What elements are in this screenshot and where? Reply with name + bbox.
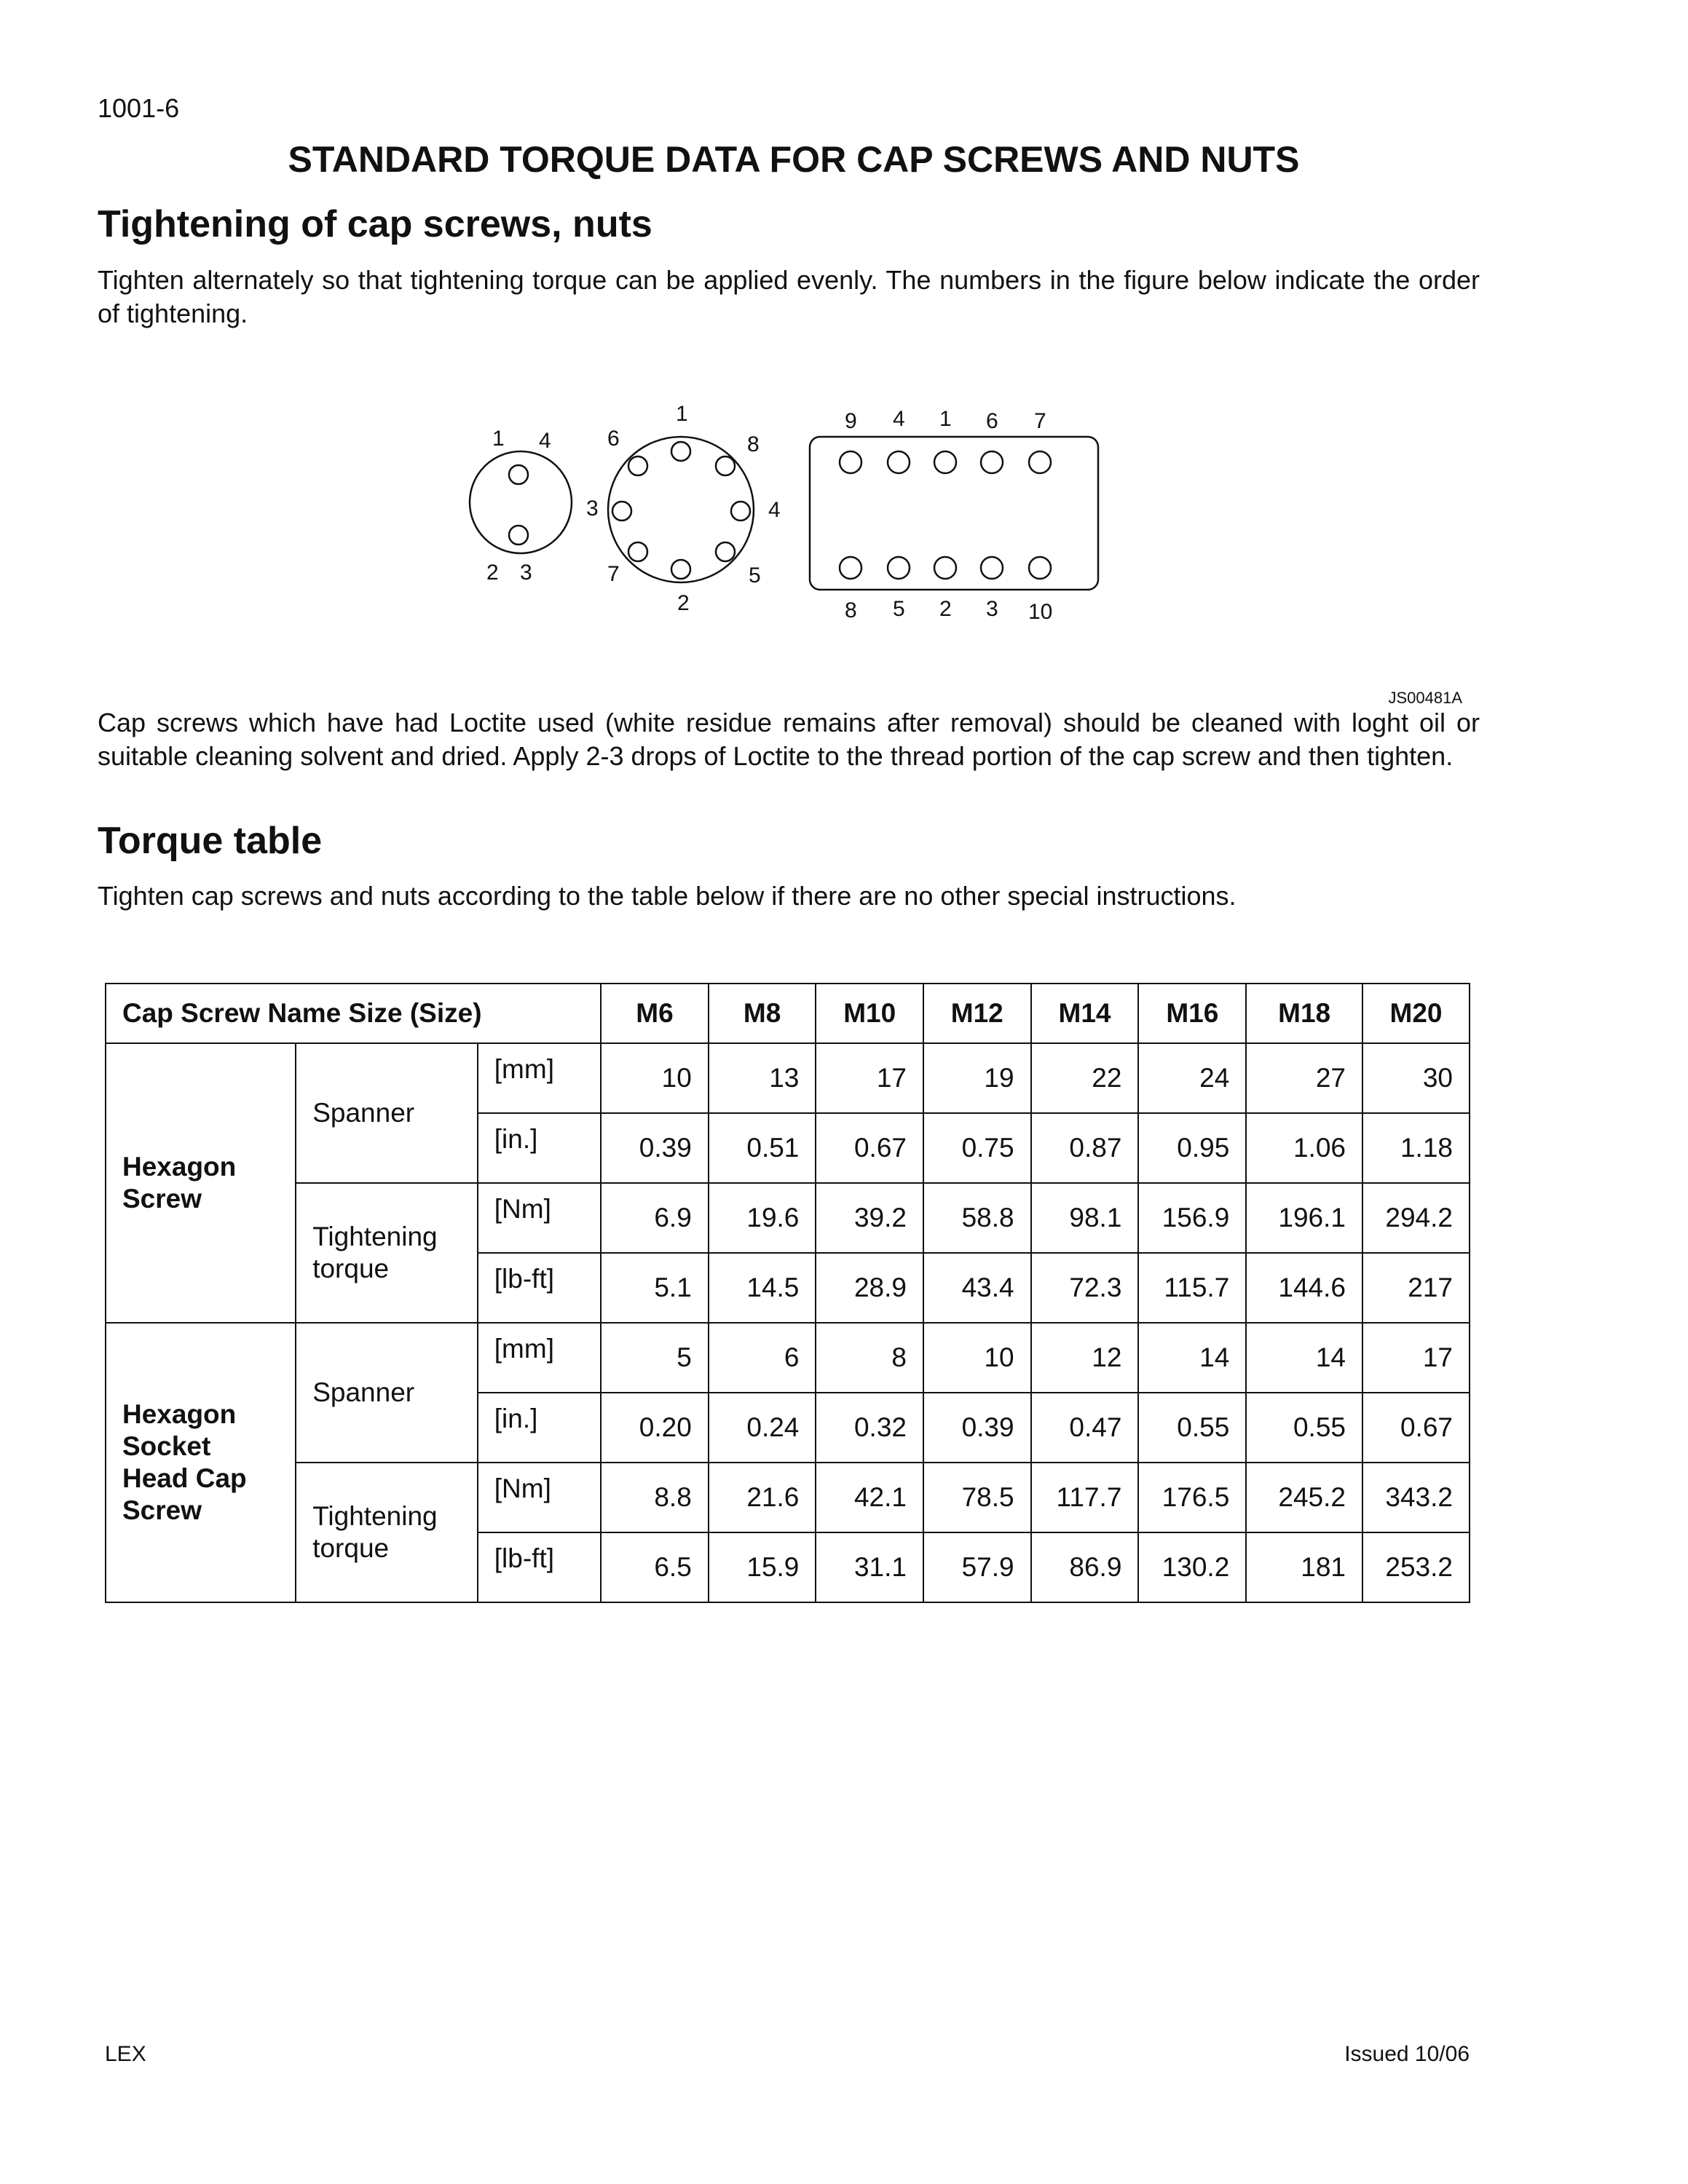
value-cell: 42.1 [816,1463,923,1532]
value-cell: 181 [1246,1532,1362,1602]
value-cell: 28.9 [816,1253,923,1323]
value-cell: 6.5 [601,1532,709,1602]
value-cell: 8 [816,1323,923,1393]
bolt-hole [628,542,647,561]
value-cell: 43.4 [923,1253,1031,1323]
header-size: M12 [923,984,1031,1043]
bolt-hole [888,557,910,579]
bolt-hole [612,502,631,521]
bolt-hole [934,557,956,579]
tightening-torque-label: Tightening torque [296,1183,478,1323]
value-cell: 0.67 [816,1113,923,1183]
bolt-hole [671,442,690,461]
unit-cell: [lb-ft] [478,1532,601,1602]
tightening-torque-label: Tightening torque [296,1463,478,1602]
header-size-label: Cap Screw Name Size (Size) [106,984,601,1043]
table-row [106,1463,1470,1532]
value-cell: 27 [1246,1043,1362,1113]
value-cell: 6 [709,1323,816,1393]
value-cell: 15.9 [709,1532,816,1602]
bolt-hole [888,451,910,473]
value-cell: 13 [709,1043,816,1113]
unit-cell: [mm] [478,1323,601,1393]
order-label: 3 [520,561,532,585]
value-cell: 115.7 [1138,1253,1246,1323]
value-cell: 0.39 [601,1113,709,1183]
order-label: 1 [676,402,688,426]
value-cell: 0.20 [601,1393,709,1463]
tightening-order-figure [437,393,1209,655]
table-row [106,1323,1470,1393]
value-cell: 176.5 [1138,1463,1246,1532]
order-label: 3 [586,496,599,521]
bolt-hole [509,465,528,484]
order-label: 1 [939,407,952,431]
figure-code: JS00481A [1388,689,1462,707]
value-cell: 130.2 [1138,1532,1246,1602]
value-cell: 156.9 [1138,1183,1246,1253]
unit-cell: [Nm] [478,1183,601,1253]
header-size: M20 [1362,984,1470,1043]
header-size: M18 [1246,984,1362,1043]
spanner-label: Spanner [296,1043,478,1183]
value-cell: 10 [923,1323,1031,1393]
header-size: M8 [709,984,816,1043]
value-cell: 31.1 [816,1532,923,1602]
footer-right: Issued 10/06 [1344,2042,1470,2066]
value-cell: 1.18 [1362,1113,1470,1183]
value-cell: 144.6 [1246,1253,1362,1323]
order-label: 4 [893,407,905,431]
section-heading-torque-table: Torque table [98,820,323,862]
order-label: 3 [986,597,998,621]
order-label: 2 [939,597,952,621]
value-cell: 14 [1246,1323,1362,1393]
value-cell: 0.67 [1362,1393,1470,1463]
value-cell: 98.1 [1031,1183,1139,1253]
bolt-hole [840,557,861,579]
bolt-hole [671,560,690,579]
value-cell: 117.7 [1031,1463,1139,1532]
order-label: 5 [893,597,905,621]
value-cell: 217 [1362,1253,1470,1323]
table-row [106,1183,1470,1253]
value-cell: 5.1 [601,1253,709,1323]
value-cell: 0.47 [1031,1393,1139,1463]
bolt-hole [731,502,750,521]
unit-cell: [mm] [478,1043,601,1113]
value-cell: 0.32 [816,1393,923,1463]
header-size: M10 [816,984,923,1043]
order-label: 4 [539,429,551,453]
value-cell: 24 [1138,1043,1246,1113]
value-cell: 0.87 [1031,1113,1139,1183]
table-header-row [106,984,1470,1043]
loctite-note-text: Cap screws which have had Loctite used (white residue remains after removal) should be cleaned with loght oil or suitable cleaning solvent and dried. Apply 2-3 drops of Loctite to the thread portion of the cap screw and then tighten. [98,708,1480,771]
value-cell: 22 [1031,1043,1139,1113]
value-cell: 0.39 [923,1393,1031,1463]
value-cell: 0.95 [1138,1113,1246,1183]
value-cell: 57.9 [923,1532,1031,1602]
order-label: 8 [845,598,857,622]
value-cell: 5 [601,1323,709,1393]
page-number: 1001-6 [98,93,180,123]
page-title: STANDARD TORQUE DATA FOR CAP SCREWS AND NUTS [288,139,1300,180]
value-cell: 86.9 [1031,1532,1139,1602]
rectangular-cover-outline [810,437,1098,590]
value-cell: 17 [816,1043,923,1113]
value-cell: 72.3 [1031,1253,1139,1323]
value-cell: 253.2 [1362,1532,1470,1602]
order-label: 4 [768,498,781,522]
spanner-label: Spanner [296,1323,478,1463]
order-label: 9 [845,409,857,433]
value-cell: 0.55 [1138,1393,1246,1463]
tightening-intro-text: Tighten alternately so that tightening torque can be applied evenly. The numbers in the figure below indicate the order of tightening. [98,265,1480,328]
order-label: 10 [1028,600,1053,624]
bolt-hole [1029,451,1051,473]
header-size: M14 [1031,984,1139,1043]
header-size: M6 [601,984,709,1043]
unit-cell: [in.] [478,1393,601,1463]
order-label: 7 [607,562,620,586]
screw-type-label: Hexagon Screw [106,1043,296,1323]
table-row [106,1043,1470,1113]
value-cell: 294.2 [1362,1183,1470,1253]
value-cell: 12 [1031,1323,1139,1393]
value-cell: 245.2 [1246,1463,1362,1532]
small-flange-outline [470,451,572,553]
order-label: 6 [986,409,998,433]
value-cell: 30 [1362,1043,1470,1113]
value-cell: 0.75 [923,1113,1031,1183]
bolt-hole [934,451,956,473]
value-cell: 58.8 [923,1183,1031,1253]
bolt-hole [981,557,1003,579]
unit-cell: [lb-ft] [478,1253,601,1323]
section-heading-tightening: Tightening of cap screws, nuts [98,203,652,245]
value-cell: 78.5 [923,1463,1031,1532]
footer-left: LEX [105,2042,146,2066]
value-cell: 343.2 [1362,1463,1470,1532]
bolt-hole [981,451,1003,473]
bolt-hole [840,451,861,473]
order-label: 7 [1034,409,1046,433]
value-cell: 10 [601,1043,709,1113]
header-size: M16 [1138,984,1246,1043]
unit-cell: [Nm] [478,1463,601,1532]
value-cell: 0.24 [709,1393,816,1463]
bolt-hole [628,456,647,475]
bolt-hole [716,456,735,475]
value-cell: 196.1 [1246,1183,1362,1253]
value-cell: 1.06 [1246,1113,1362,1183]
torque-table-intro-text: Tighten cap screws and nuts according to the table below if there are no other special instructions. [98,881,1237,911]
value-cell: 14.5 [709,1253,816,1323]
value-cell: 0.51 [709,1113,816,1183]
order-label: 1 [492,427,505,451]
order-label: 6 [607,427,620,451]
order-label: 2 [486,561,499,585]
value-cell: 0.55 [1246,1393,1362,1463]
value-cell: 39.2 [816,1183,923,1253]
order-label: 5 [749,563,761,587]
value-cell: 14 [1138,1323,1246,1393]
bolt-hole [716,542,735,561]
value-cell: 21.6 [709,1463,816,1532]
bolt-hole [509,526,528,545]
bolt-hole [1029,557,1051,579]
value-cell: 17 [1362,1323,1470,1393]
value-cell: 6.9 [601,1183,709,1253]
value-cell: 19.6 [709,1183,816,1253]
unit-cell: [in.] [478,1113,601,1183]
screw-type-label: Hexagon Socket Head Cap Screw [106,1323,296,1602]
value-cell: 19 [923,1043,1031,1113]
order-label: 2 [677,591,690,615]
order-label: 8 [747,432,760,456]
value-cell: 8.8 [601,1463,709,1532]
torque-table [105,983,1470,1603]
